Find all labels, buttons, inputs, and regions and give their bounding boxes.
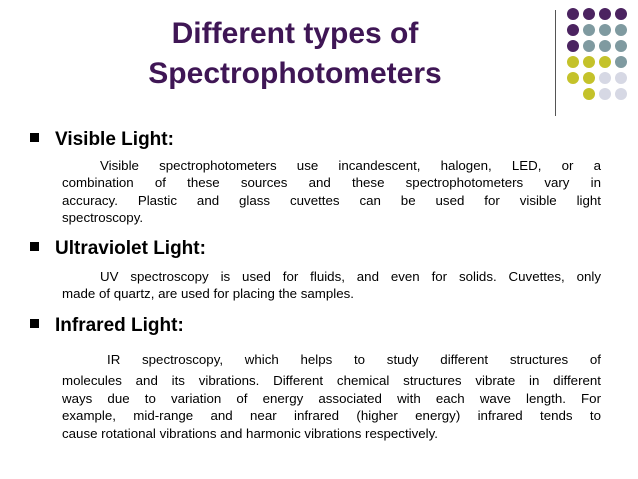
decorative-dot — [583, 40, 595, 52]
section-heading-infrared — [30, 314, 184, 338]
decorative-dot — [615, 88, 627, 100]
body-line: UV spectroscopy is used for fluids, and even for solids. Cuvettes, only — [100, 269, 601, 284]
decorative-dot — [583, 24, 595, 36]
decorative-dot — [599, 88, 611, 100]
decorative-dot — [567, 24, 579, 36]
square-bullet-icon — [30, 242, 39, 251]
decorative-dot — [599, 72, 611, 84]
section-heading-label: Infrared Light: — [55, 315, 184, 336]
square-bullet-icon — [30, 319, 39, 328]
body-line: ways due to variation of energy associated with each wave length. For — [62, 390, 601, 406]
decorative-dot — [599, 56, 611, 68]
decorative-dot — [599, 8, 611, 20]
decorative-dot — [615, 24, 627, 36]
section-body-visible — [62, 157, 601, 227]
title-line-2: Spectrophotometers — [148, 57, 442, 90]
decorative-dot — [567, 8, 579, 20]
body-line: cause rotational vibrations and harmonic vibrations respectively. — [62, 425, 438, 441]
decorative-dot — [615, 72, 627, 84]
decorative-dots — [0, 0, 638, 120]
decorative-dot — [583, 8, 595, 20]
body-line: spectroscopy. — [62, 210, 144, 226]
body-line: molecules and its vibrations. Different chemical structures vibrate in different — [62, 373, 601, 389]
section-heading-label: Visible Light: — [55, 129, 174, 150]
decorative-dot — [615, 56, 627, 68]
body-line: example, mid-range and near infrared (higher energy) infrared tends to — [62, 408, 601, 424]
decorative-dot — [583, 72, 595, 84]
decorative-dot — [567, 72, 579, 84]
body-line: Visible spectrophotometers use incandescent, halogen, LED, or a — [100, 158, 601, 173]
decorative-dot — [567, 56, 579, 68]
section-body-infrared — [62, 351, 601, 442]
decorative-dot — [599, 40, 611, 52]
section-heading-ultraviolet — [30, 237, 206, 261]
decorative-dot — [615, 40, 627, 52]
body-line: accuracy. Plastic and glass cuvettes can be used for visible light — [62, 192, 601, 208]
body-line: IR spectroscopy, which helps to study different structures of — [107, 352, 601, 367]
section-heading-visible — [30, 128, 174, 152]
section-heading-label: Ultraviolet Light: — [55, 238, 206, 259]
decorative-dot — [583, 56, 595, 68]
decorative-dot — [567, 40, 579, 52]
section-body-ultraviolet — [62, 268, 601, 303]
decorative-dot — [599, 24, 611, 36]
decorative-dot — [583, 88, 595, 100]
body-line: combination of these sources and these spectrophotometers vary in — [62, 175, 601, 191]
square-bullet-icon — [30, 133, 39, 142]
body-line: made of quartz, are used for placing the samples. — [62, 286, 354, 302]
decorative-dot — [615, 8, 627, 20]
title-line-1: Different types of — [171, 17, 419, 50]
